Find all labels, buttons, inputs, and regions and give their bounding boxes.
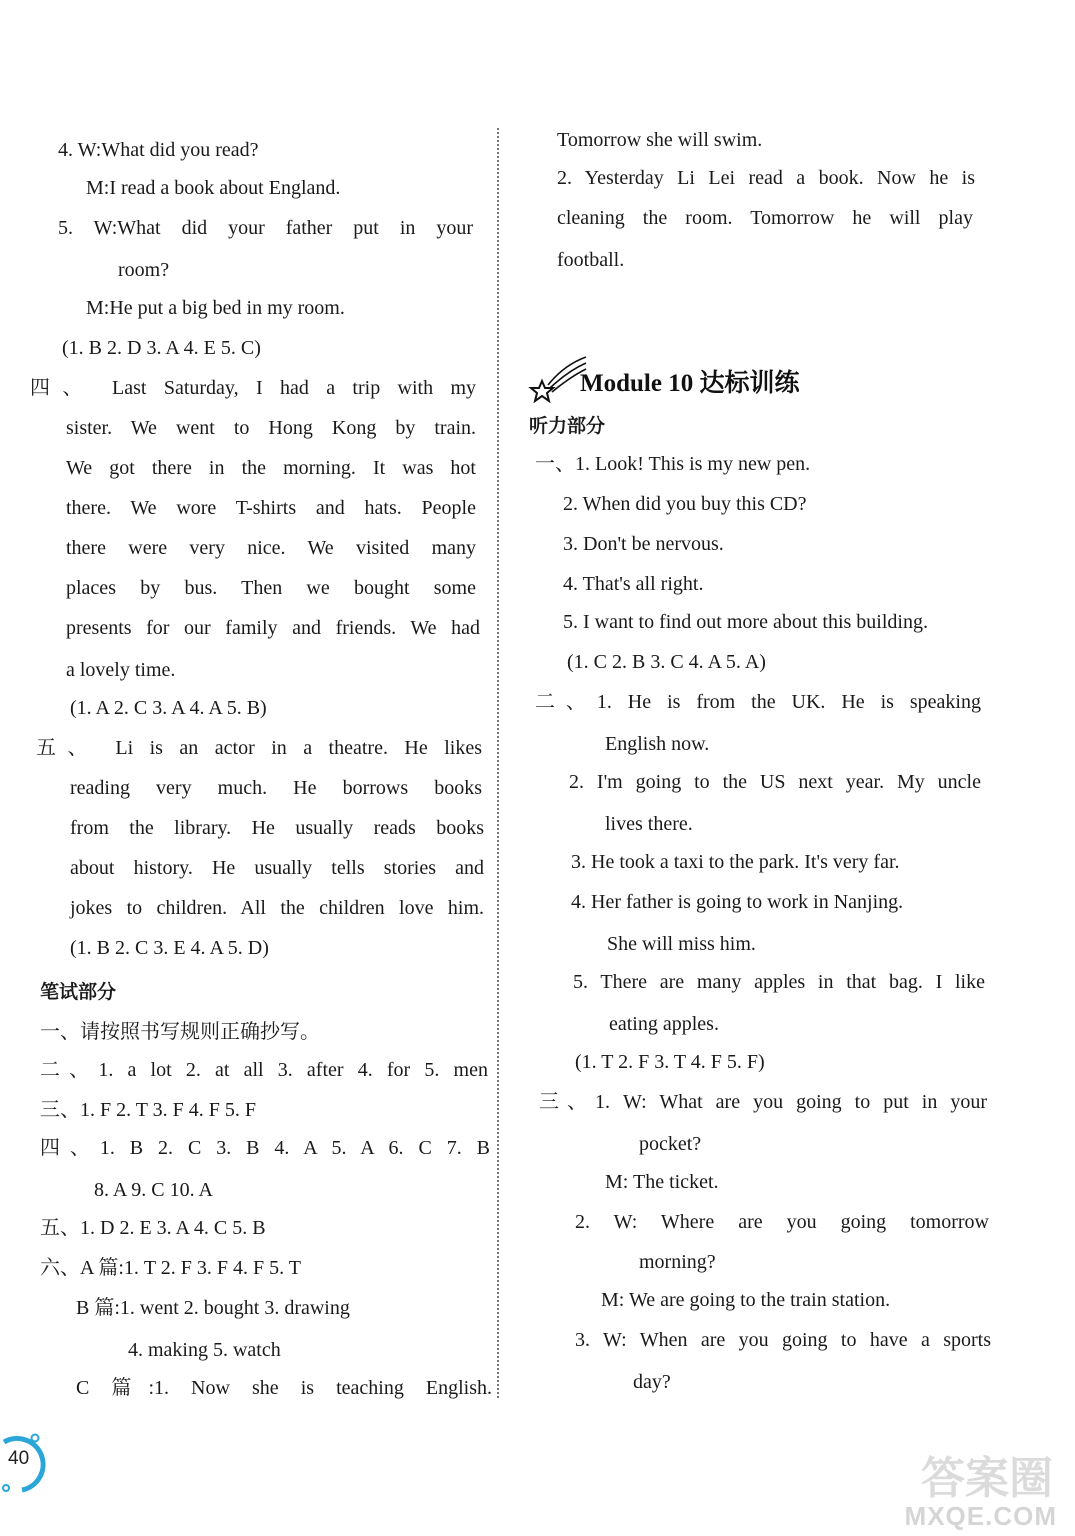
left-column-line: 六、A 篇:1. T 2. F 3. F 4. F 5. T xyxy=(40,1257,301,1279)
left-column-line: room? xyxy=(118,259,170,281)
right-column-line: M: We are going to the train station. xyxy=(601,1289,891,1311)
left-column-line: 笔试部分 xyxy=(40,981,117,1003)
left-column-line: 五、1. D 2. E 3. A 4. C 5. B xyxy=(40,1217,266,1239)
watermark-url: MXQE.COM xyxy=(904,1501,1057,1531)
left-column-line: 二、1. a lot 2. at all 3. after 4. for 5. men xyxy=(40,1059,488,1081)
right-column-line: day? xyxy=(633,1371,671,1393)
right-column-line: 3. Don't be nervous. xyxy=(563,533,724,555)
left-column-line: 4. W:What did you read? xyxy=(58,139,259,161)
left-column-line: there. We wore T-shirts and hats. People xyxy=(66,497,476,519)
module-title: Module 10 达标训练 xyxy=(580,370,800,397)
right-column-line: 3. W: When are you going to have a sports xyxy=(575,1329,991,1351)
column-divider xyxy=(497,128,499,1398)
left-column-line: C 篇:1. Now she is teaching English. xyxy=(76,1377,492,1399)
right-column-line: pocket? xyxy=(639,1133,702,1155)
page-number-badge xyxy=(0,1428,58,1494)
left-column-line: We got there in the morning. It was hot xyxy=(66,457,476,479)
left-column-line: M:He put a big bed in my room. xyxy=(86,297,345,319)
right-column-line: 三、1. W: What are you going to put in your xyxy=(539,1091,987,1113)
right-column-line: eating apples. xyxy=(609,1013,719,1035)
shooting-star-icon xyxy=(528,355,588,403)
left-column-line: from the library. He usually reads books xyxy=(70,817,484,839)
left-column-line: presents for our family and friends. We had xyxy=(66,617,480,639)
right-column-line: Tomorrow she will swim. xyxy=(557,129,763,151)
left-column-line: 五、 Li is an actor in a theatre. He likes xyxy=(36,737,482,759)
left-column-line: 四、1. B 2. C 3. B 4. A 5. A 6. C 7. B xyxy=(40,1137,490,1159)
left-column-line: 四、 Last Saturday, I had a trip with my xyxy=(30,377,476,399)
left-column-line: 一、请按照书写规则正确抄写。 xyxy=(40,1021,320,1043)
right-column-line: 2. When did you buy this CD? xyxy=(563,493,807,515)
left-column-line: 5. W:What did your father put in your xyxy=(58,217,473,239)
left-column-line: 三、1. F 2. T 3. F 4. F 5. F xyxy=(40,1099,256,1121)
left-column-line: (1. B 2. D 3. A 4. E 5. C) xyxy=(62,337,261,359)
right-column-line: 听力部分 xyxy=(529,415,606,437)
right-column-line: 5. There are many apples in that bag. I like xyxy=(573,971,985,993)
left-column-line: 8. A 9. C 10. A xyxy=(94,1179,213,1201)
right-column-line: 一、1. Look! This is my new pen. xyxy=(535,453,811,475)
left-column-line: there were very nice. We visited many xyxy=(66,537,476,559)
right-column-line: football. xyxy=(557,249,625,271)
right-column-line: 2. I'm going to the US next year. My uncle xyxy=(569,771,981,793)
watermark-logo xyxy=(895,1440,1075,1536)
right-column-line: cleaning the room. Tomorrow he will play xyxy=(557,207,973,229)
left-column-line: M:I read a book about England. xyxy=(86,177,341,199)
right-column-line: 4. That's all right. xyxy=(563,573,704,595)
left-column-line: (1. B 2. C 3. E 4. A 5. D) xyxy=(70,937,269,959)
right-column-line: lives there. xyxy=(605,813,693,835)
left-column-line: B 篇:1. went 2. bought 3. drawing xyxy=(76,1297,350,1319)
left-column-line: reading very much. He borrows books xyxy=(70,777,482,799)
right-column-line: 二、1. He is from the UK. He is speaking xyxy=(535,691,981,713)
watermark-cn: 答案圈 xyxy=(921,1453,1053,1504)
right-column-line: morning? xyxy=(639,1251,716,1273)
page-number: 40 xyxy=(8,1448,30,1469)
right-column-line: M: The ticket. xyxy=(605,1171,719,1193)
left-column-line: a lovely time. xyxy=(66,659,176,681)
left-column-line: places by bus. Then we bought some xyxy=(66,577,476,599)
right-column-line: English now. xyxy=(605,733,710,755)
left-column-line: sister. We went to Hong Kong by train. xyxy=(66,417,476,439)
right-column-line: 2. W: Where are you going tomorrow xyxy=(575,1211,989,1233)
left-column-line: jokes to children. All the children love him. xyxy=(70,897,484,919)
right-column-line: 3. He took a taxi to the park. It's very far. xyxy=(571,851,900,873)
right-column-line: 5. I want to find out more about this building. xyxy=(563,611,928,633)
right-column-line: She will miss him. xyxy=(607,933,756,955)
right-column-line: (1. C 2. B 3. C 4. A 5. A) xyxy=(567,651,766,673)
module-heading xyxy=(528,355,848,403)
left-column-line: (1. A 2. C 3. A 4. A 5. B) xyxy=(70,697,267,719)
left-column-line: 4. making 5. watch xyxy=(128,1339,281,1361)
right-column-line: 4. Her father is going to work in Nanjing. xyxy=(571,891,904,913)
right-column-line: (1. T 2. F 3. T 4. F 5. F) xyxy=(575,1051,765,1073)
left-column-line: about history. He usually tells stories and xyxy=(70,857,484,879)
right-column-line: 2. Yesterday Li Lei read a book. Now he is xyxy=(557,167,975,189)
